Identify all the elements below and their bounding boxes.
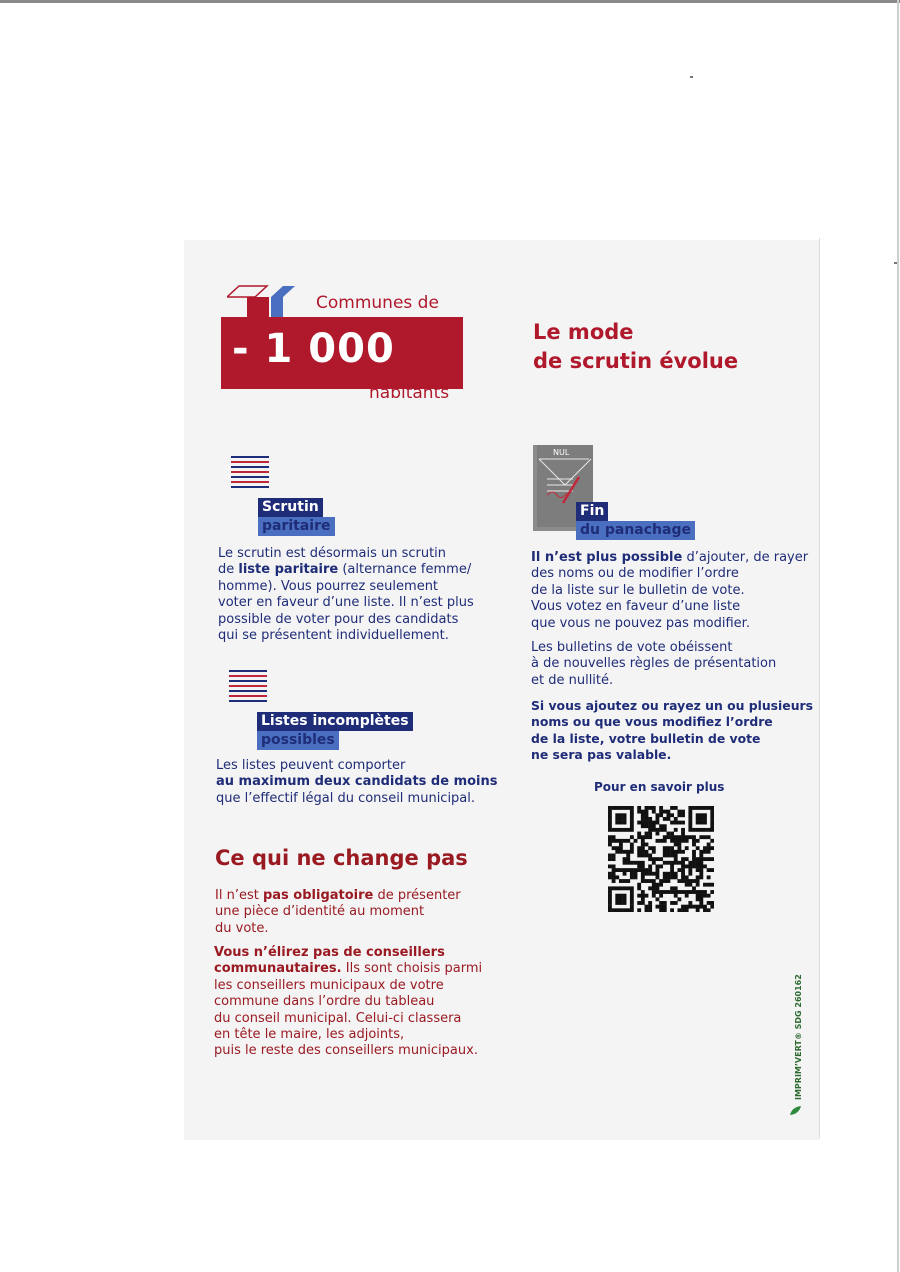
scan-border-right [897,0,899,1272]
panachage-warning [531,698,813,764]
scrutin-label-line-2: paritaire [258,517,335,536]
house-icon [227,285,297,319]
text-line: commune dans l’ordre du tableau [214,994,435,1010]
text-line: en tête le maire, les adjoints, [214,1027,405,1043]
scan-speck [690,76,693,78]
headline [533,318,738,376]
text-line: Le scrutin est désormais un scrutin [218,546,447,561]
text-line: les conseillers municipaux de votre [214,977,444,993]
text-line: des noms ou de modifier l’ordre [531,566,739,582]
panachage-label-line-1: Fin [576,502,608,521]
text-line: qui se présentent individuellement. [218,628,449,644]
scan-speck [894,262,897,264]
ballot-nul-text: NUL [553,448,570,457]
text-line: ne sera pas valable. [531,747,672,763]
headline-line-1: Le mode [533,320,634,344]
text-line: Les bulletins de vote obéissent [531,640,733,655]
imprint-label: IMPRIM’VERT® SDG 260162 [794,974,803,1100]
text-line: puis le reste des conseillers municipaux. [214,1043,478,1059]
stripes-icon [231,456,269,491]
more-info-label: Pour en savoir plus [594,780,725,794]
text-line: de liste paritaire (alternance femme/ [218,562,472,578]
listes-label-line-2: possibles [257,731,339,750]
text-line: Les listes peuvent comporter [216,758,406,773]
text-line: Vous votez en faveur d’une liste [531,599,741,615]
text-line: de la liste sur le bulletin de vote. [531,582,745,598]
text-line: à de nouvelles règles de présentation [531,656,777,672]
text-line: que vous ne pouvez pas modifier. [531,615,750,631]
text-line: communautaires. Ils sont choisis parmi [214,961,483,977]
unchanged-paragraph-1 [215,888,461,937]
text-line: une pièce d’identité au moment [215,904,425,920]
listes-label-line-1: Listes incomplètes [257,712,413,731]
panachage-paragraph-2 [531,640,776,689]
text-line: de la liste, votre bulletin de vote [531,730,761,746]
section-title: Ce qui ne change pas [215,846,468,870]
text-line: Vous n’élirez pas de conseillers [214,945,445,960]
text-line: du conseil municipal. Celui-ci classera [214,1010,462,1026]
panachage-paragraph-1 [531,550,808,632]
listes-paragraph [216,758,498,807]
population-threshold: - 1 000 [232,326,395,372]
text-line: noms ou que vous modifiez l’ordre [531,714,773,730]
leaflet-edge [819,238,820,1138]
scrutin-paragraph [218,546,474,644]
unchanged-paragraph-2 [214,945,482,1060]
qr-code[interactable] [608,806,714,912]
text-line: au maximum deux candidats de moins [216,774,498,790]
text-line: Si vous ajoutez ou rayez un ou plusieurs [531,698,813,713]
communes-de-label: Communes de [316,293,439,313]
text-line: possible de voter pour des candidats [218,611,459,627]
panachage-label-line-2: du panachage [576,521,695,540]
stripes-icon [229,670,267,705]
text-line: Il n’est plus possible d’ajouter, de rayer [531,550,809,565]
text-line: du vote. [215,920,269,936]
headline-line-2: de scrutin évolue [533,349,739,373]
scan-border-top [0,0,900,3]
habitants-label: habitants [369,383,450,403]
leaf-icon [790,1106,802,1116]
text-line: que l’effectif légal du conseil municipal. [216,790,476,806]
text-line: et de nullité. [531,672,614,688]
text-line: homme). Vous pourrez seulement [218,578,439,594]
text-line: Il n’est pas obligatoire de présenter [215,888,461,903]
scrutin-label-line-1: Scrutin [258,498,323,517]
text-line: voter en faveur d’une liste. Il n’est plus [218,595,474,611]
